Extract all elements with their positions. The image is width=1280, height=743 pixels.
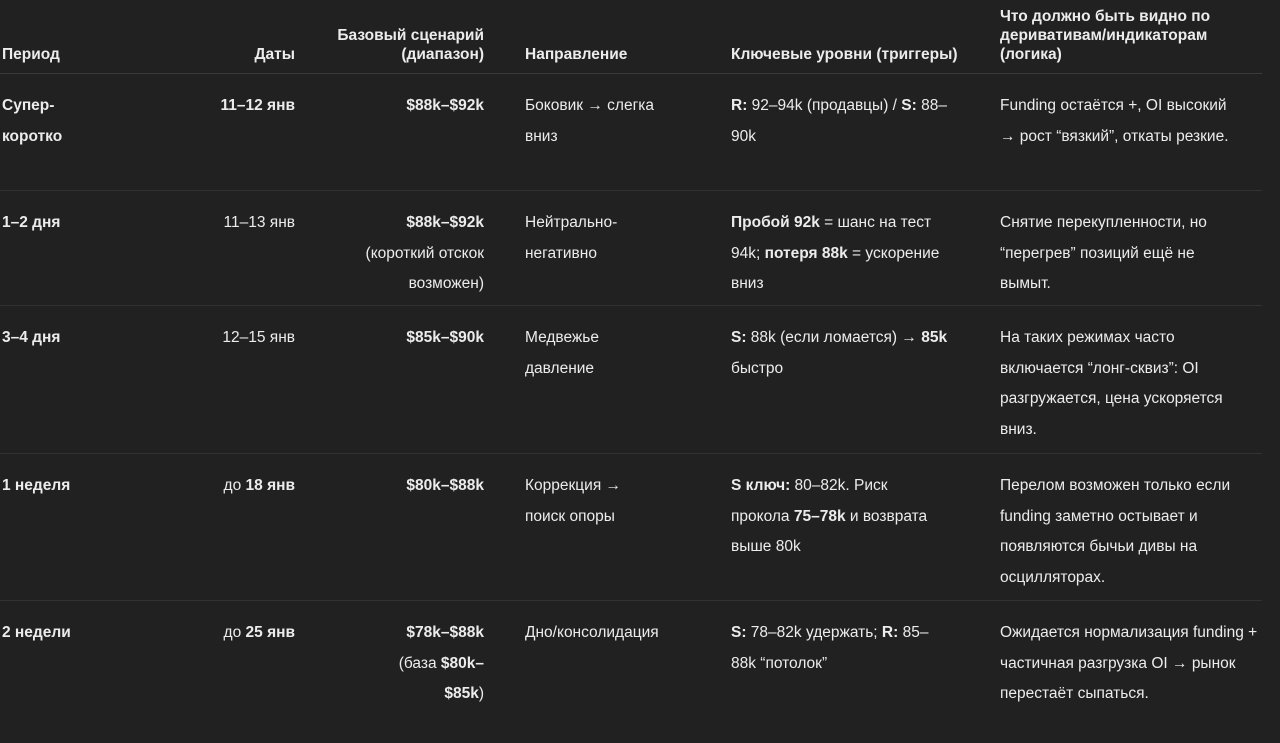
cell-direction: Медвежье давление bbox=[525, 329, 599, 377]
cell-base: $88k–$92k bbox=[406, 97, 484, 114]
table-row bbox=[0, 454, 1262, 601]
cell-direction: Коррекция → поиск опоры bbox=[525, 477, 622, 525]
cell-levels: S: 78–82k удержать; R: 85–88k “потолок” bbox=[731, 624, 929, 672]
cell-direction: Боковик → слегка вниз bbox=[525, 97, 654, 145]
table-row bbox=[0, 601, 1262, 743]
cell-logic: Funding остаётся +, OI высокий → рост “вязкий”, откаты резкие. bbox=[1000, 97, 1229, 145]
header-logic: Что должно быть видно по деривативам/индикаторам (логика) bbox=[1000, 8, 1211, 63]
cell-logic: На таких режимах часто включается “лонг-сквиз”: OI разгружается, цена ускоряется вниз. bbox=[1000, 329, 1223, 438]
cell-base: $78k–$88k (база $80k– $85k) bbox=[398, 624, 484, 702]
cell-period: 1 неделя bbox=[2, 477, 71, 494]
table-row bbox=[0, 306, 1262, 454]
cell-dates: 11–12 янв bbox=[220, 97, 295, 114]
table-row bbox=[0, 74, 1262, 191]
cell-dates: 12–15 янв bbox=[222, 329, 295, 346]
header-base: Базовый сценарий (диапазон) bbox=[337, 27, 484, 63]
cell-logic: Снятие перекупленности, но “перегрев” позиций ещё не вымыт. bbox=[1000, 214, 1207, 292]
cell-direction: Нейтрально-негативно bbox=[525, 214, 618, 262]
cell-period: Супер-коротко bbox=[2, 97, 63, 145]
cell-levels: Пробой 92k = шанс на тест 94k; потеря 88k = ускорение вниз bbox=[731, 214, 940, 292]
header-levels: Ключевые уровни (триггеры) bbox=[731, 46, 958, 63]
cell-dates: до 25 янв bbox=[223, 624, 295, 641]
cell-levels: S: 88k (если ломается) → 85k быстро bbox=[731, 329, 948, 377]
header-dates: Даты bbox=[254, 46, 295, 63]
cell-period: 3–4 дня bbox=[2, 329, 61, 346]
cell-base: $80k–$88k bbox=[406, 477, 484, 494]
cell-logic: Ожидается нормализация funding + частичная разгрузка OI → рынок перестаёт сыпаться. bbox=[1000, 624, 1258, 702]
cell-base-range: $88k–$92k bbox=[406, 214, 484, 231]
cell-direction: Дно/консолидация bbox=[525, 624, 659, 641]
table-row bbox=[0, 191, 1262, 306]
cell-levels: S ключ: 80–82k. Риск прокола 75–78k и возврата выше 80k bbox=[731, 477, 928, 555]
cell-period: 1–2 дня bbox=[2, 214, 61, 231]
cell-base-note: (короткий отскок возможен) bbox=[365, 244, 484, 292]
cell-dates: 11–13 янв bbox=[223, 214, 295, 231]
cell-logic: Перелом возможен только если funding заметно остывает и появляются бычьи дивы на осцилляторах. bbox=[1000, 477, 1231, 586]
cell-levels: R: 92–94k (продавцы) / S: 88–90k bbox=[731, 97, 947, 145]
cell-base: $85k–$90k bbox=[406, 329, 484, 346]
header-period: Период bbox=[2, 46, 60, 63]
table-header bbox=[0, 0, 1262, 74]
cell-period: 2 недели bbox=[2, 624, 71, 641]
header-direction: Направление bbox=[525, 46, 628, 63]
cell-base bbox=[310, 208, 484, 300]
cell-dates: до 18 янв bbox=[223, 477, 295, 494]
